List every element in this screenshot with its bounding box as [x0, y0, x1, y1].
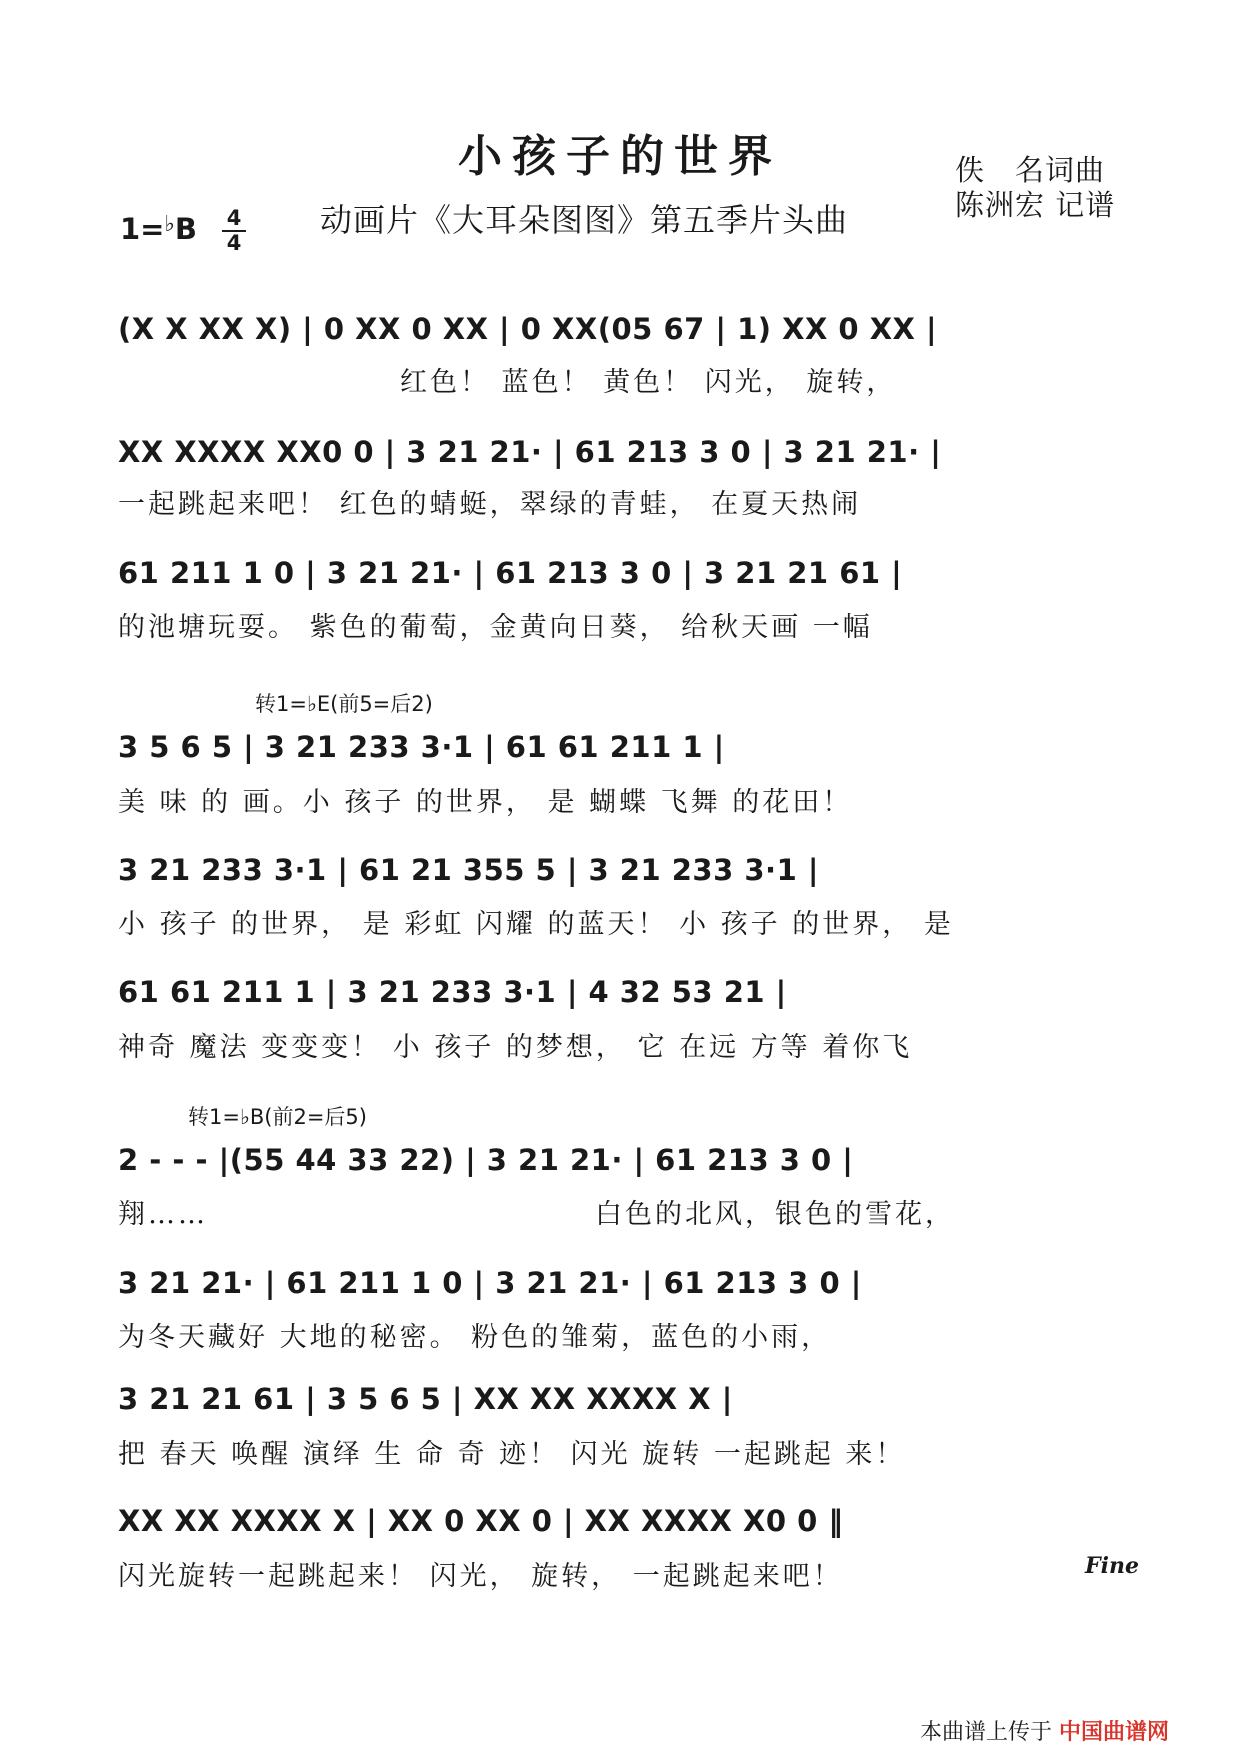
song-title: 小孩子的世界	[458, 131, 782, 182]
key-note: B	[174, 212, 197, 246]
notation-row-1: (X X XX X) | 0 XX 0 XX | 0 XX(05 67 | 1) XX 0 XX |	[118, 312, 938, 346]
lyrics-row-6: 神奇 魔法 变变变！ 小 孩子 的梦想， 它 在远 方等 着你飞	[118, 1032, 913, 1063]
lyrics-row-7: 白色的北风，银色的雪花，	[595, 1199, 955, 1230]
lyrics-row-3: 的池塘玩耍。 紫色的葡萄，金黄向日葵， 给秋天画 一幅	[118, 612, 873, 643]
notation-row-2: XX XXXX XX0 0 | 3 21 21· | 61 213 3 0 | 3 21 21· |	[118, 435, 942, 469]
key-signature	[120, 212, 197, 246]
notation-row-5: 3 21 233 3·1 | 61 21 355 5 | 3 21 233 3·1 |	[118, 853, 819, 887]
fine-mark: Fine	[1085, 1553, 1139, 1579]
time-top: 4	[226, 206, 242, 230]
footer-text: 本曲谱上传于	[920, 1720, 1053, 1745]
lyrics-row-2: 一起跳起来吧！ 红色的蜻蜓，翠绿的青蛙， 在夏天热闹	[118, 489, 862, 520]
footer-watermark	[920, 1715, 1169, 1746]
modulation-2: 转1=♭B(前2=后5)	[188, 1105, 367, 1129]
credit-transcriber: 陈洲宏 记谱	[955, 188, 1116, 222]
time-signature	[222, 208, 246, 254]
notation-row-9: 3 21 21 61 | 3 5 6 5 | XX XX XXXX X |	[118, 1382, 733, 1416]
notation-row-7: 2 - - - |(55 44 33 22) | 3 21 21· | 61 213 3 0 |	[118, 1143, 854, 1177]
notation-row-3: 61 211 1 0 | 3 21 21· | 61 213 3 0 | 3 21 21 61 |	[118, 556, 903, 590]
lyrics-row-5: 小 孩子 的世界， 是 彩虹 闪耀 的蓝天！ 小 孩子 的世界， 是	[118, 909, 954, 940]
lyrics-row-4: 美 味 的 画。小 孩子 的世界， 是 蝴蝶 飞舞 的花田！	[118, 787, 853, 818]
notation-row-8: 3 21 21· | 61 211 1 0 | 3 21 21· | 61 213 3 0 |	[118, 1266, 862, 1300]
lyrics-row-10: 闪光旋转一起跳起来！ 闪光， 旋转， 一起跳起来吧！	[118, 1561, 843, 1592]
lyrics-row-7-lead: 翔……	[118, 1199, 208, 1230]
notation-row-10: XX XX XXXX X | XX 0 XX 0 | XX XXXX X0 0 ‖	[118, 1504, 844, 1538]
notation-row-4: 3 5 6 5 | 3 21 233 3·1 | 61 61 211 1 |	[118, 730, 725, 764]
credit-lyrics-music: 佚 名词曲	[955, 153, 1106, 187]
modulation-1: 转1=♭E(前5=后2)	[255, 692, 433, 716]
subtitle: 动画片《大耳朵图图》第五季片头曲	[320, 201, 849, 239]
key-prefix: 1=	[120, 212, 165, 246]
lyrics-row-1: 红色！ 蓝色！ 黄色！ 闪光， 旋转，	[400, 367, 897, 398]
lyrics-row-8: 为冬天藏好 大地的秘密。 粉色的雏菊，蓝色的小雨，	[118, 1322, 832, 1353]
site-logo: 中国曲谱网	[1059, 1720, 1170, 1745]
notation-row-6: 61 61 211 1 | 3 21 233 3·1 | 4 32 53 21 |	[118, 975, 787, 1009]
time-bottom: 4	[226, 231, 242, 255]
flat-sign: ♭	[164, 212, 175, 237]
lyrics-row-9: 把 春天 唤醒 演绎 生 命 奇 迹！ 闪光 旋转 一起跳起 来！	[118, 1439, 906, 1470]
